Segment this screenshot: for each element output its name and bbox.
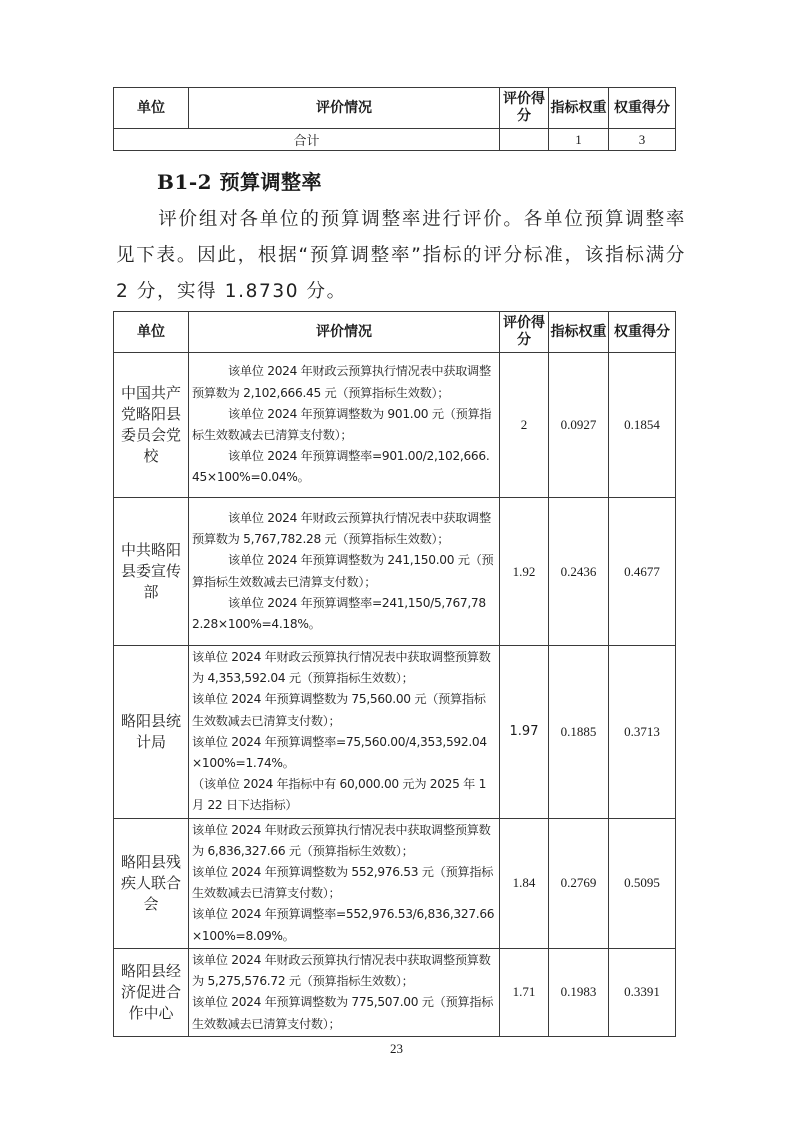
evaluation-line: 该单位 2024 年预算调整率=901.00/2,102,666.45×100%=0.04%。: [192, 449, 490, 485]
header-evaluation: 评价情况: [189, 312, 500, 353]
total-label: 合计: [114, 129, 500, 151]
weight-value: 0.2436: [549, 498, 609, 646]
evaluation-line: 该单位 2024 年财政云预算执行情况表中获取调整预算数为 5,275,576.72 元（预算指标生效数）；: [192, 952, 491, 989]
weighted-score-value: 0.3391: [609, 948, 676, 1036]
score-value: 1.71: [500, 948, 549, 1036]
section-paragraph-text: 评价组对各单位的预算调整率进行评价。各单位预算调整率见下表。因此，根据“预算调整率”指标的评分标准，该指标满分 2 分，实得 1.8730 分。: [116, 209, 686, 302]
score-value: 1.84: [500, 818, 549, 948]
evaluation-line: 该单位 2024 年预算调整率=241,150/5,767,782.28×100%=4.18%。: [192, 595, 486, 631]
unit-name: 略阳县统计局: [114, 646, 189, 819]
section-paragraph: [116, 202, 686, 310]
evaluation-line: （该单位 2024 年指标中有 60,000.00 元为 2025 年 1 月 22 日下达指标）: [192, 777, 487, 813]
table-row: [114, 353, 676, 498]
evaluation-description: [189, 818, 500, 948]
header-score: 评价得分: [500, 88, 549, 129]
evaluation-line: 该单位 2024 年预算调整数为 775,507.00 元（预算指标生效数减去已清算支付数）；: [192, 995, 494, 1031]
table-row: [114, 498, 676, 646]
evaluation-line: 该单位 2024 年预算调整数为 75,560.00 元（预算指标生效数减去已清算支付数）；: [192, 692, 486, 728]
header-weighted-score: 权重得分: [609, 88, 676, 129]
prev-score-table: [113, 87, 676, 151]
evaluation-description: [189, 353, 500, 498]
evaluation-line: 该单位 2024 年财政云预算执行情况表中获取调整预算数为 4,353,592.04 元（预算指标生效数）；: [192, 650, 491, 686]
total-weighted-score: 3: [609, 129, 676, 151]
budget-adjustment-table: [113, 311, 676, 1037]
weight-value: 0.0927: [549, 353, 609, 498]
evaluation-line: 该单位 2024 年财政云预算执行情况表中获取调整预算数为 2,102,666.45 元（预算指标生效数）；: [192, 364, 491, 400]
header-evaluation: 评价情况: [189, 88, 500, 129]
table-row: [114, 818, 676, 948]
evaluation-line: 该单位 2024 年预算调整率=552,976.53/6,836,327.66×100%=8.09%。: [192, 907, 495, 943]
page-number: 23: [390, 1041, 403, 1056]
weighted-score-value: 0.3713: [609, 646, 676, 819]
weight-value: 0.1885: [549, 646, 609, 819]
evaluation-line: 该单位 2024 年预算调整率=75,560.00/4,353,592.04×100%=1.74%。: [192, 734, 487, 771]
weight-value: 0.1983: [549, 948, 609, 1036]
weighted-score-value: 0.4677: [609, 498, 676, 646]
weighted-score-value: 0.5095: [609, 818, 676, 948]
header-unit: 单位: [114, 312, 189, 353]
weighted-score-value: 0.1854: [609, 353, 676, 498]
total-weight: 1: [549, 129, 609, 151]
unit-name: 中共略阳县委宣传部: [114, 498, 189, 646]
unit-name: 中国共产党略阳县委员会党校: [114, 353, 189, 498]
evaluation-line: 该单位 2024 年预算调整数为 901.00 元（预算指标生效数减去已清算支付数）；: [192, 406, 492, 442]
table-header-row: [114, 312, 676, 353]
evaluation-description: [189, 646, 500, 819]
section-heading: B1-2 预算调整率: [157, 170, 322, 194]
total-row: [114, 129, 676, 151]
unit-name: 略阳县经济促进合作中心: [114, 948, 189, 1036]
header-unit: 单位: [114, 88, 189, 129]
evaluation-line: 该单位 2024 年财政云预算执行情况表中获取调整预算数为 6,836,327.66 元（预算指标生效数）；: [192, 822, 491, 858]
total-score: [500, 129, 549, 151]
header-score: 评价得分: [500, 312, 549, 353]
header-weight: 指标权重: [549, 88, 609, 129]
weight-value: 0.2769: [549, 818, 609, 948]
header-weighted-score: 权重得分: [609, 312, 676, 353]
table-row: [114, 948, 676, 1036]
table-row: [114, 646, 676, 819]
score-value: 1.97: [500, 646, 549, 819]
evaluation-line: 该单位 2024 年财政云预算执行情况表中获取调整预算数为 5,767,782.28 元（预算指标生效数）；: [192, 510, 491, 547]
score-value: 2: [500, 353, 549, 498]
header-weight: 指标权重: [549, 312, 609, 353]
unit-name: 略阳县残疾人联合会: [114, 818, 189, 948]
evaluation-description: [189, 498, 500, 646]
evaluation-line: 该单位 2024 年预算调整数为 552,976.53 元（预算指标生效数减去已清算支付数）；: [192, 865, 494, 901]
table-header-row: [114, 88, 676, 129]
evaluation-line: 该单位 2024 年预算调整数为 241,150.00 元（预算指标生效数减去已清算支付数）；: [192, 553, 494, 589]
score-value: 1.92: [500, 498, 549, 646]
evaluation-description: [189, 948, 500, 1036]
